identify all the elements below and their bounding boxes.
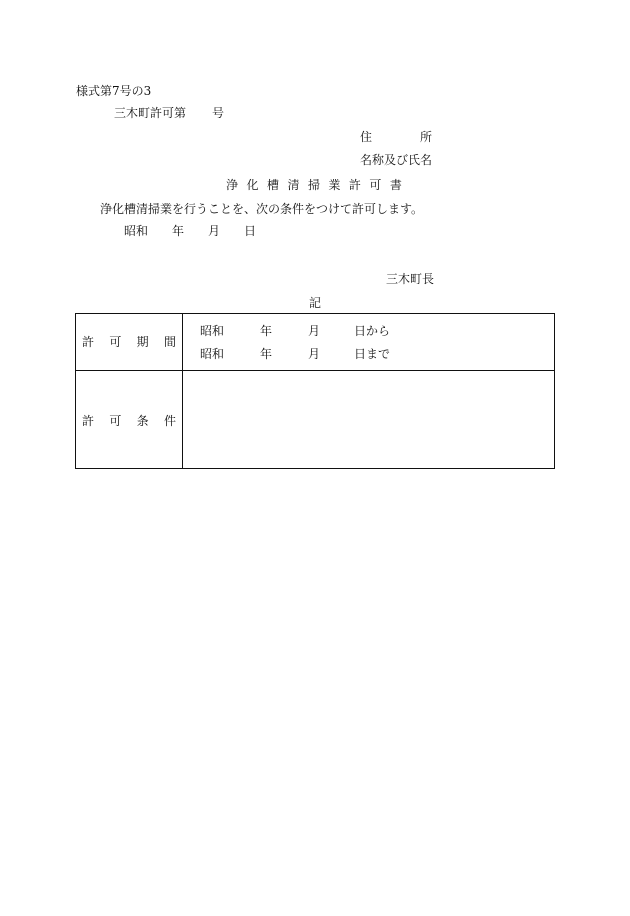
label-char: 許 (82, 414, 95, 428)
permit-number-suffix: 号 (212, 106, 225, 120)
name-label: 名称及び氏名 (360, 153, 433, 167)
period-day: 日から (354, 324, 391, 338)
label-char: 許 (82, 335, 95, 349)
title-char: 書 (389, 178, 402, 192)
date-day: 日 (244, 224, 257, 238)
permit-period-label (82, 335, 176, 349)
address-label-char: 所 (419, 130, 432, 144)
label-char: 条 (136, 414, 149, 428)
title-char: 清 (287, 178, 300, 192)
permit-conditions-value (183, 371, 554, 468)
period-year: 年 (260, 324, 273, 338)
date-year: 年 (172, 224, 185, 238)
permit-table (75, 313, 555, 469)
title-char: 許 (348, 178, 361, 192)
title-char: 可 (369, 178, 382, 192)
date-era: 昭和 (124, 224, 149, 238)
label-char: 可 (109, 414, 122, 428)
permit-number (114, 106, 224, 120)
label-char: 可 (109, 335, 122, 349)
period-start-row (200, 324, 390, 338)
address-label (360, 130, 432, 144)
title-char: 槽 (266, 178, 279, 192)
issuer-name: 三木町長 (386, 272, 435, 286)
title-char: 化 (246, 178, 259, 192)
period-era: 昭和 (200, 347, 225, 361)
date-month: 月 (208, 224, 221, 238)
permit-conditions-label (82, 414, 176, 428)
title-char: 業 (328, 178, 341, 192)
title-char: 掃 (307, 178, 320, 192)
period-month: 月 (308, 347, 321, 361)
period-day: 日まで (354, 347, 391, 361)
label-char: 期 (136, 335, 149, 349)
period-month: 月 (308, 324, 321, 338)
document-title (226, 178, 402, 192)
address-label-char: 住 (360, 130, 373, 144)
body-text: 浄化槽清掃業を行うことを、次の条件をつけて許可します。 (100, 202, 424, 216)
issue-date-line (124, 224, 256, 238)
permit-number-prefix: 三木町許可第 (114, 106, 187, 120)
label-char: 間 (163, 335, 176, 349)
label-char: 件 (163, 414, 176, 428)
period-year: 年 (260, 347, 273, 361)
title-char: 浄 (226, 178, 239, 192)
form-number: 様式第7号の3 (76, 84, 152, 98)
ki-heading: 記 (309, 296, 322, 310)
period-end-row (200, 347, 390, 361)
period-era: 昭和 (200, 324, 225, 338)
